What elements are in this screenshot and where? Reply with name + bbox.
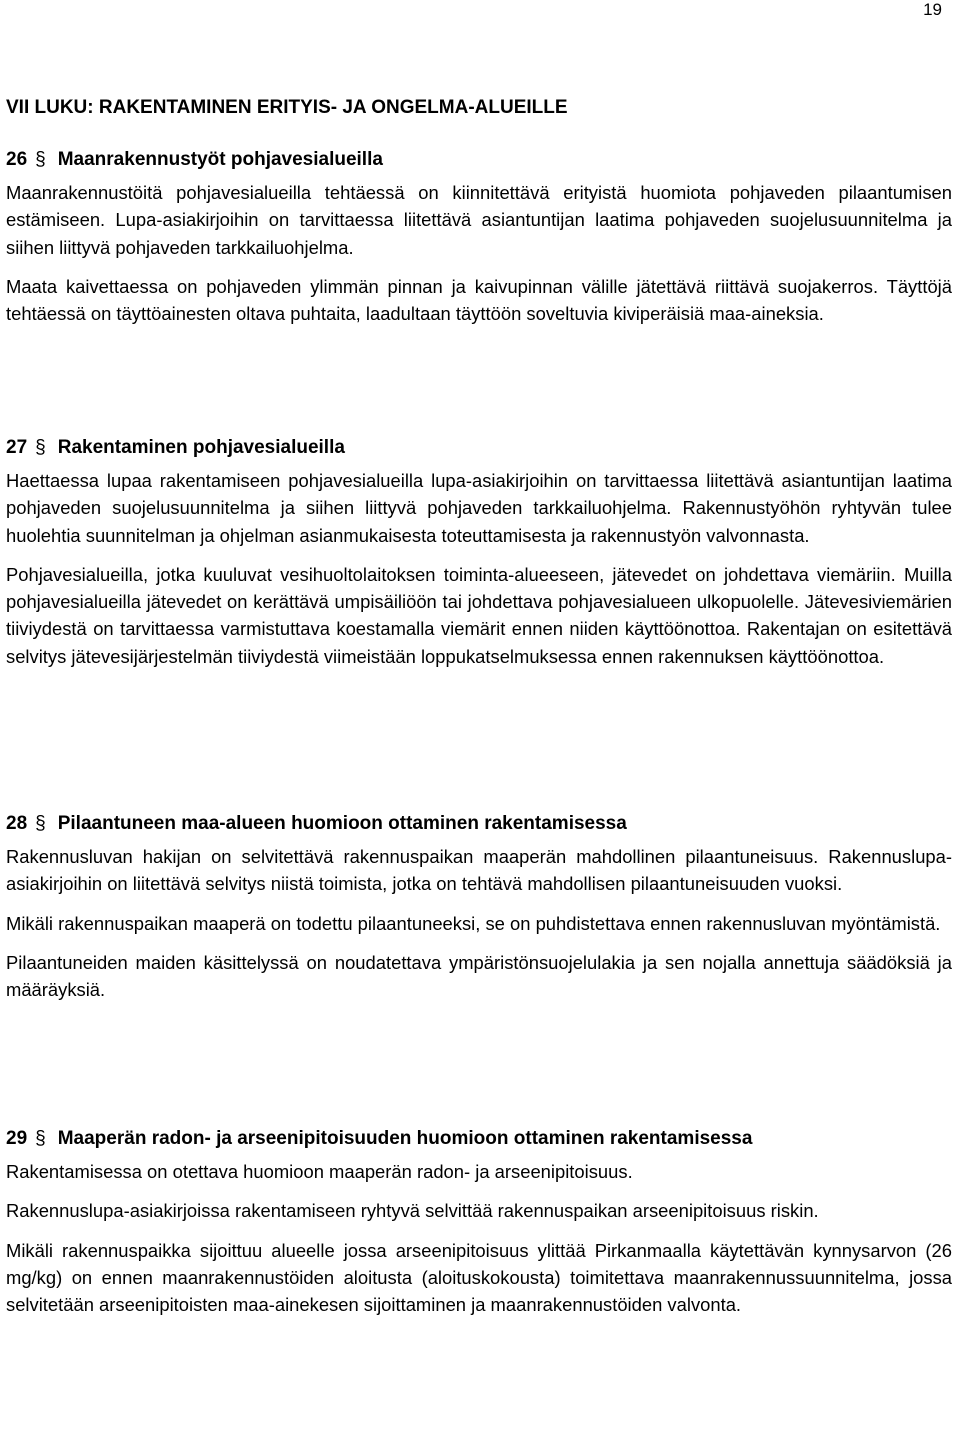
section-symbol: § [35,149,46,170]
section-heading [6,811,952,837]
section-symbol: § [35,813,46,834]
paragraph: Rakentamisessa on otettava huomioon maaperän radon- ja arseenipitoisuus. [6,1161,633,1182]
section-27 [6,435,952,678]
section-number: 29 [6,1128,28,1149]
section-26 [6,147,952,335]
chapter-title: VII LUKU: RAKENTAMINEN ERITYIS- JA ONGELMA-ALUEILLE [6,97,568,118]
section-symbol: § [35,1128,46,1149]
paragraph: Maanrakennustöitä pohjavesialueilla tehtäessä on kiinnitettävä erityistä huomiota pohjaveden pilaantumisen estämiseen. Lupa-asiakirjoihin on tarvittaessa liitettävä asiantuntijan laatima pohjaveden suojelusuunnitelma ja siihen liittyvä pohjaveden tarkkailuohjelma. [6,182,952,258]
paragraph: Pohjavesialueilla, jotka kuuluvat vesihuoltolaitoksen toiminta-alueeseen, jätevedet on johdettava viemäriin. Muilla pohjavesialueilla jätevedet on kerättävä umpisäiliöön tai johdettava pohjavesialueen ulkopuolelle. Jätevesiviemärien tiiviydestä on tarvittaessa varmistuttava koestamalla viemärit ennen niiden käyttöönottoa. Rakentajan on esitettävä selvitys jätevesijärjestelmän tiiviydestä viimeistään loppukatselmuksessa ennen rakennuksen käyttöönottoa. [6,563,952,667]
paragraph: Pilaantuneiden maiden käsittelyssä on noudatettava ympäristönsuojelulakia ja sen nojalla annettuja säädöksiä ja määräyksiä. [6,951,952,1001]
paragraph: Mikäli rakennuspaikka sijoittuu alueelle jossa arseenipitoisuus ylittää Pirkanmaalla käytettävän kynnysarvon (26 mg/kg) on ennen maanrakennustöiden aloitusta (aloituskokousta) toimitettava maanrakennussuunnitelma, jossa selvitetään arseenipitoisten maa-ainekesen sijoittaminen ja maanrakennustöiden valvonta. [6,1239,952,1316]
paragraph: Rakennusluvan hakijan on selvitettävä rakennuspaikan maaperän mahdollinen pilaantuneisuus. Rakennuslupa-asiakirjoihin on liitettävä selvitys niistä toimista, jotka on tehtävä mahdollisen pilaantuneisuuden vuoksi. [6,846,952,895]
page-number: 19 [923,0,942,19]
section-title: Pilaantuneen maa-alueen huomioon ottaminen rakentamisessa [57,813,627,834]
paragraph: Rakennuslupa-asiakirjoissa rakentamiseen ryhtyvä selvittää rakennuspaikan arseenipitoisuus riskin. [6,1200,819,1222]
section-symbol: § [35,437,46,458]
section-heading [6,147,952,173]
section-heading [6,435,952,461]
section-heading [6,1126,952,1152]
section-title: Rakentaminen pohjavesialueilla [57,437,345,458]
paragraph: Maata kaivettaessa on pohjaveden ylimmän pinnan ja kaivupinnan välille jätettävä riittävä suojakerros. Täyttöjä tehtäessä on täyttöainesten oltava puhtaita, laadultaan täyttöön soveltuvia kiviperäisiä maa-aineksia. [6,275,952,325]
paragraph: Mikäli rakennuspaikan maaperä on todettu pilaantuneeksi, se on puhdistettava ennen rakennusluvan myöntämistä. [6,912,941,934]
section-number: 26 [6,149,28,170]
section-number: 27 [6,437,28,458]
paragraph: Haettaessa lupaa rakentamiseen pohjavesialueilla lupa-asiakirjoihin on tarvittaessa liitettävä asiantuntijan laatima pohjaveden suojelusuunnitelma ja siihen liittyvä pohjaveden tarkkailuohjelma. Rakennustyöhön ryhtyvän tulee huolehtia suunnitelman ja ohjelman asianmukaisesta toteuttamisesta ja rakennustyön valvonnasta. [6,470,952,546]
section-number: 28 [6,813,28,834]
section-29 [6,1126,952,1326]
section-title: Maaperän radon- ja arseenipitoisuuden huomioon ottaminen rakentamisessa [57,1128,753,1149]
section-title: Maanrakennustyöt pohjavesialueilla [57,149,383,170]
section-28 [6,811,952,1011]
